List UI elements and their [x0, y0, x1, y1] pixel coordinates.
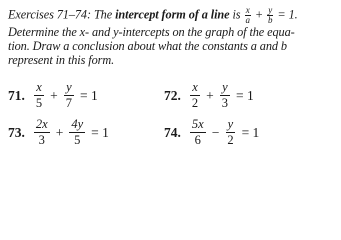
exercise-number: 73. — [8, 124, 25, 140]
instructions-mid: is — [229, 7, 244, 22]
fraction-numerator: y — [66, 80, 72, 94]
exercise-73 — [8, 118, 112, 147]
first-fraction — [190, 118, 206, 147]
fraction-denominator: a — [245, 15, 250, 25]
fraction-numerator: 2x — [35, 117, 48, 131]
fraction-numerator: x — [192, 80, 198, 94]
fraction-denominator: 3 — [221, 96, 228, 110]
instructions-prefix: Exercises 71–74: The — [8, 7, 116, 22]
fraction-denominator: 5 — [74, 133, 81, 147]
fraction-denominator: 3 — [38, 133, 45, 147]
equals-one: = 1. — [274, 7, 298, 22]
equation-rhs: = 1 — [241, 124, 260, 140]
exercise-instructions — [8, 6, 333, 68]
exercise-74 — [164, 118, 262, 147]
fraction-numerator: 4y — [71, 117, 84, 131]
first-fraction — [34, 81, 44, 110]
fraction-numerator: x — [36, 80, 42, 94]
fraction-denominator: b — [268, 15, 273, 25]
operator: + — [206, 87, 214, 103]
fraction-numerator: x — [245, 5, 250, 15]
second-fraction — [64, 81, 74, 110]
second-fraction — [69, 118, 85, 147]
fraction-denominator: 2 — [227, 133, 234, 147]
fraction-denominator: 7 — [65, 96, 72, 110]
equation-rhs: = 1 — [236, 87, 254, 103]
exercise-71 — [8, 81, 101, 110]
fraction-x-over-a — [244, 6, 250, 25]
second-fraction — [220, 81, 230, 110]
exercise-number: 71. — [8, 87, 25, 103]
exercise-number: 74. — [164, 124, 181, 140]
operator: − — [211, 124, 220, 140]
equation-rhs: = 1 — [80, 87, 98, 103]
instructions-line-2: Determine the x- and y-intercepts on the graph of the equa- — [8, 25, 295, 39]
plus-sign: + — [251, 7, 267, 22]
textbook-page — [8, 5, 333, 147]
instructions-line-4: represent in this form. — [8, 53, 115, 68]
fraction-y-over-b — [267, 6, 273, 25]
fraction-denominator: 6 — [194, 133, 201, 147]
exercise-72 — [164, 81, 257, 110]
second-fraction — [225, 118, 235, 147]
instructions-line-3: tion. Draw a conclusion about what the constants a and b — [8, 39, 287, 54]
first-fraction — [190, 81, 200, 110]
instructions-line-1 — [8, 6, 333, 25]
intercept-form-term: intercept form of a line — [115, 7, 230, 22]
equation-rhs: = 1 — [91, 124, 109, 140]
fraction-denominator: 2 — [191, 96, 199, 110]
fraction-numerator: 5x — [191, 117, 204, 131]
operator: + — [55, 124, 64, 140]
exercise-number: 72. — [164, 87, 181, 103]
fraction-numerator: y — [227, 117, 234, 131]
fraction-denominator: 5 — [35, 96, 43, 110]
fraction-numerator: y — [268, 5, 273, 15]
operator: + — [50, 87, 58, 103]
first-fraction — [34, 118, 50, 147]
fraction-numerator: y — [222, 80, 228, 94]
